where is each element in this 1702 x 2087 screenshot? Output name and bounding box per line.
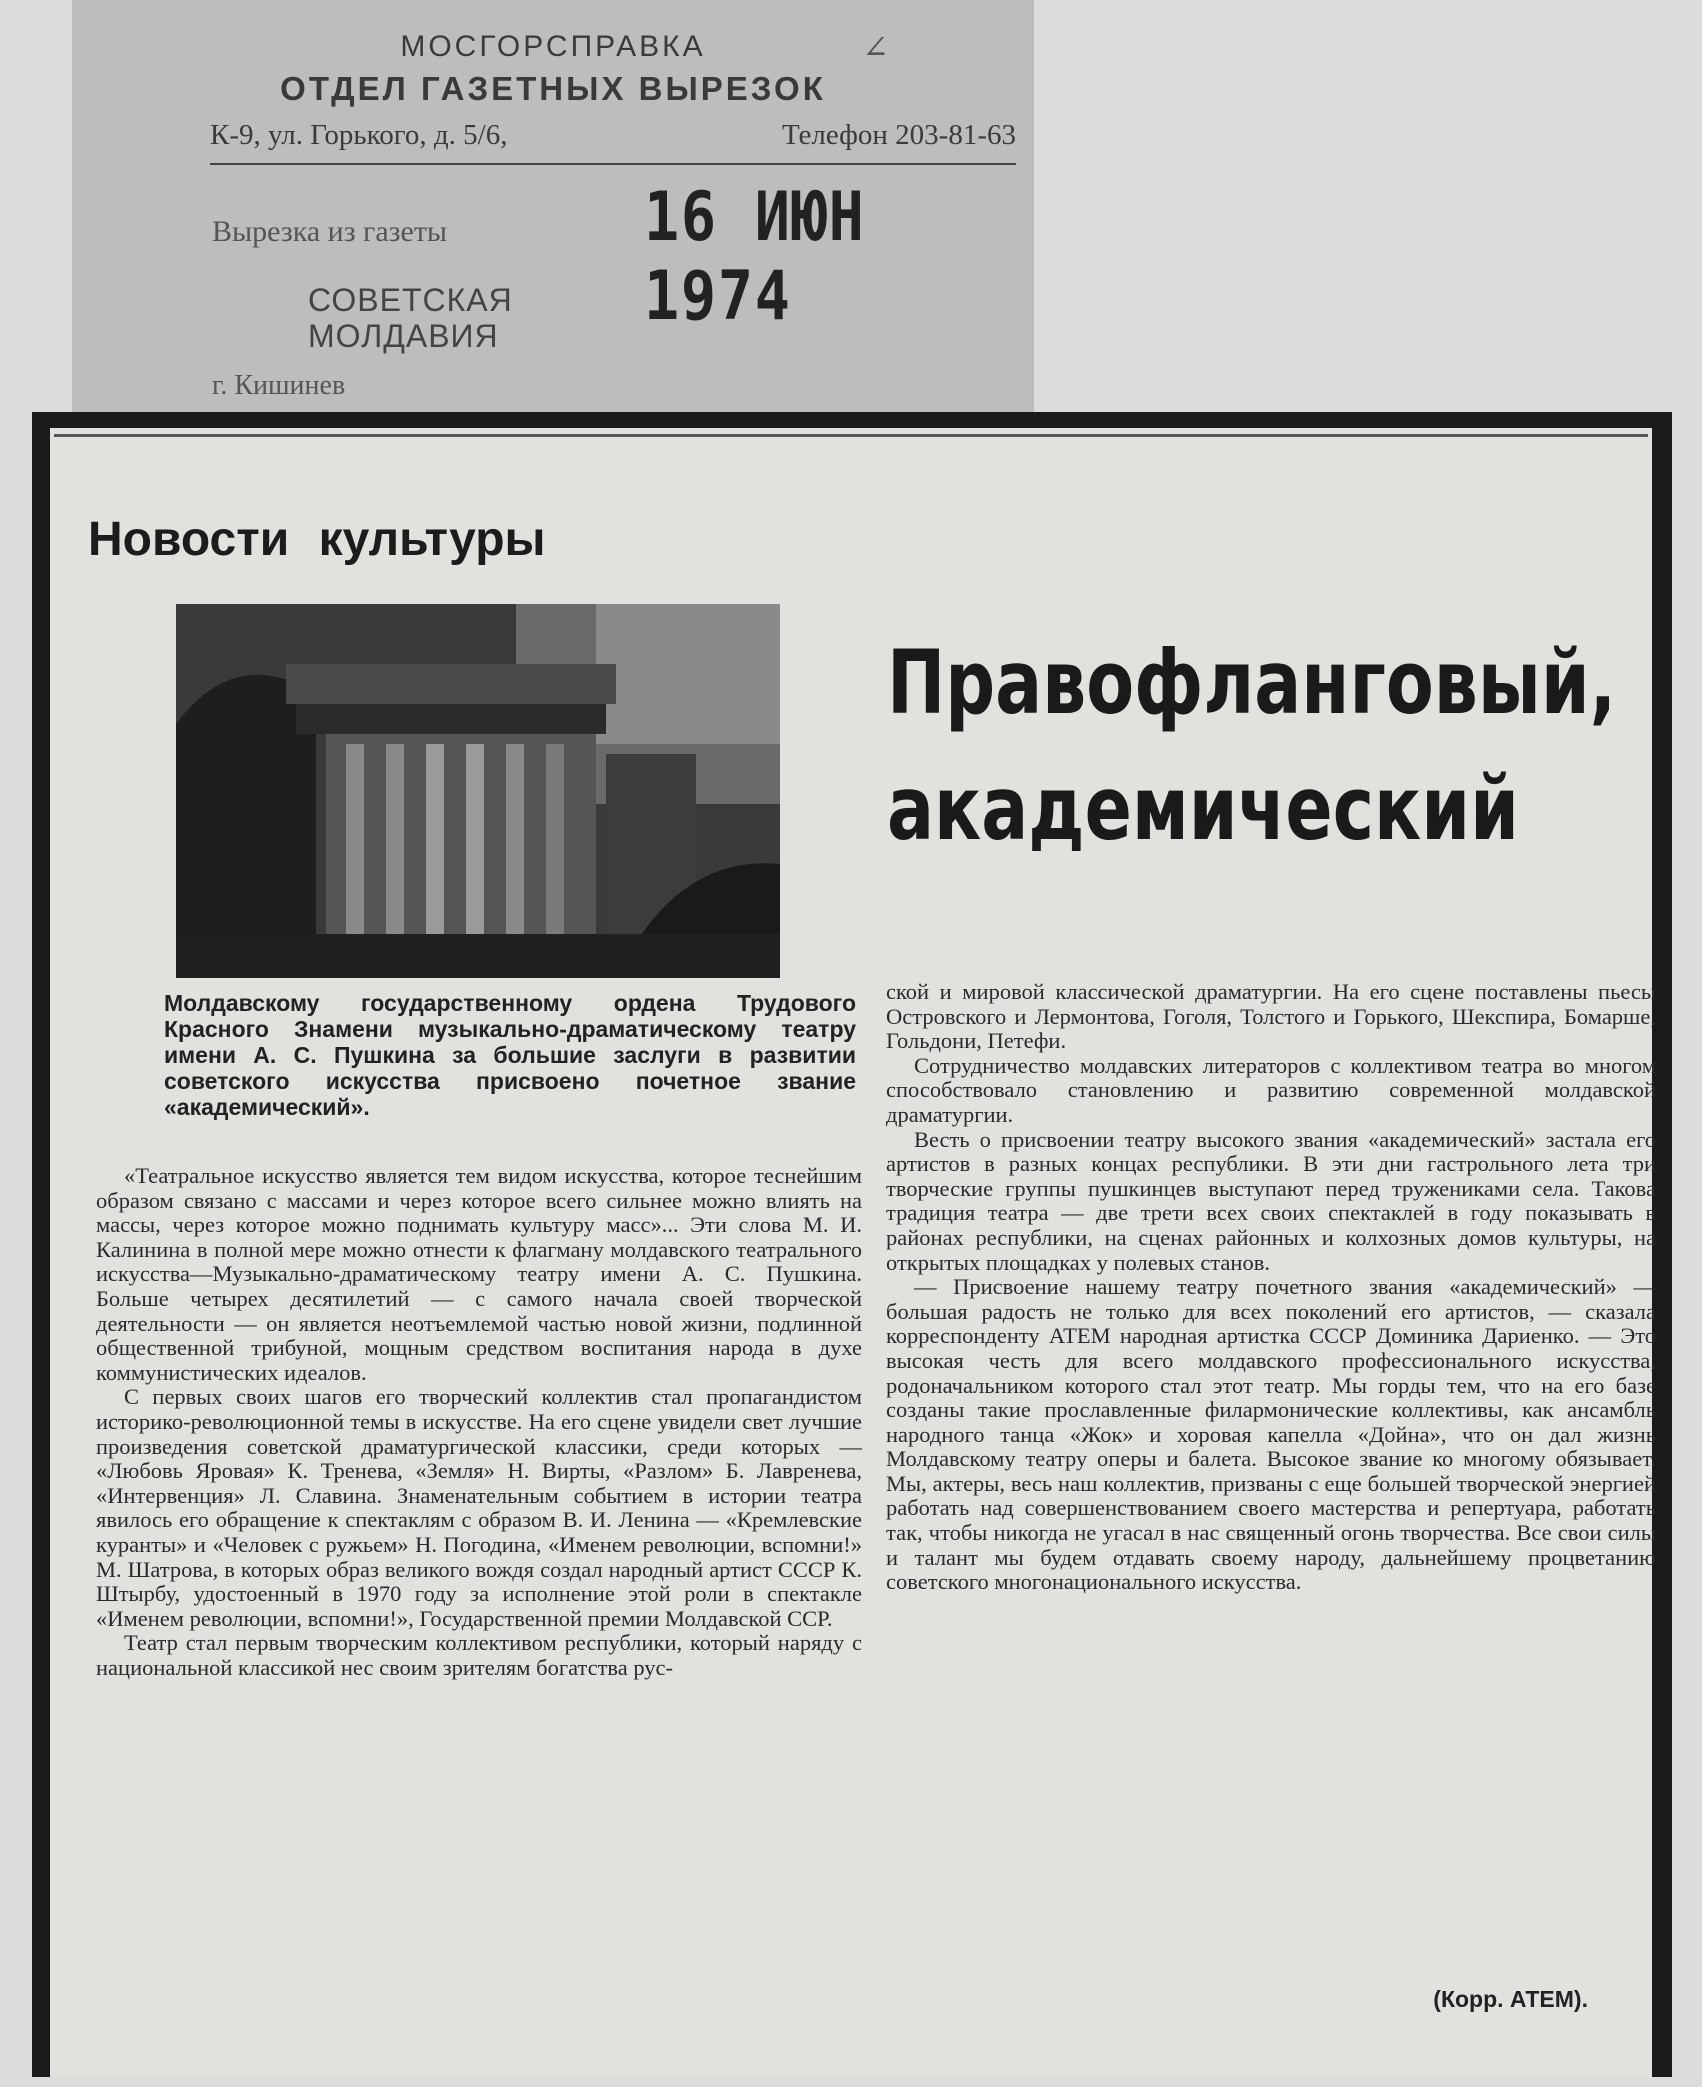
article-headline [887, 620, 1617, 872]
headline-line2: академический [887, 757, 1519, 860]
theatre-building-image [176, 604, 780, 978]
section-rubric: Новости культуры [88, 513, 546, 566]
address-line [210, 115, 1016, 165]
department-name: ОТДЕЛ ГАЗЕТНЫХ ВЫРЕЗОК [280, 70, 826, 107]
article-column-right [886, 980, 1656, 1595]
clipping-label: Вырезка из газеты [212, 215, 448, 248]
article-byline: (Корр. АТЕМ). [1433, 1986, 1588, 2012]
newspaper-clipping [32, 412, 1672, 2077]
clipping-service-stub [72, 0, 1034, 412]
date-stamp: 16 ИЮН 1974 [644, 178, 866, 336]
paragraph: «Театральное искусство является тем видом искусства, которое теснейшим образом связано с массами и через которое всего сильнее можно влиять на массы, через которое можно поднимать культуру масс»... Эти слова М. И. Калинина в полной мере можно отнести к флагману молдавского театрального искусства—Музыкально-драматическому театру имени А. С. Пушкина. Больше четырех десятилетий — с самого начала своей творческой деятельности — он является неотъемлемой частью новой жизни, подлинной общественной трибуной, мощным средством воспитания народа в духе коммунистических идеалов. [96, 1163, 862, 1385]
headline-line1: Правофланговый, [887, 631, 1617, 734]
paragraph: С первых своих шагов его творческий коллектив стал пропагандистом историко-революционной темы в искусстве. На его сцене увидели свет лучшие произведения советской драматургической классики, среди которых — «Любовь Яровая» К. Тренева, «Земля» Н. Вирты, «Разлом» Б. Лавренева, «Интервенция» Л. Славина. Знаменательным событием в истории театра явилось его обращение к спектаклям с образом В. И. Ленина — «Кремлевские куранты» и «Человек с ружьем» Н. Погодина, «Именем революции, вспомни!» М. Шатрова, в которых образ великого вождя создал народный артист СССР К. Штырбу, удостоенный в 1970 году за исполнение этой роли в спектакле «Именем революции, вспомни!», Государственной премии Молдавской ССР. [96, 1384, 862, 1631]
paragraph: — Присвоение нашему театру почетного звания «академический» — большая радость не только для всех поколений его артистов, — сказала корреспонденту АТЕМ народная артистка СССР Доминика Дариенко. — Это высокая честь для всего молдавского профессионального искусства, родоначальником которого стал этот театр. Мы горды тем, что на его базе созданы такие прославленные филармонические коллективы, как ансамбль народного танца «Жок» и хоровая капелла «Дойна», что он дал жизнь Молдавскому театру оперы и балета. Высокое звание ко многому обязывает. Мы, актеры, весь наш коллектив, призваны с еще большей творческой энергией работать над совершенствованием своего мастерства и репертуара, работать так, чтобы никогда не угасал в нас священный огонь творчества. Все свои силы и талант мы будем отдавать своему народу, дальнейшему процветанию советского многонационального искусства. [886, 1274, 1656, 1595]
paragraph: ской и мировой классической драматургии. На его сцене поставлены пьесы Островского и Лермонтова, Гоголя, Толстого и Горького, Шекспира, Бомарше, Гольдони, Петефи. [886, 979, 1656, 1054]
newspaper-name-line1: СОВЕТСКАЯ [308, 282, 513, 318]
newspaper-city: г. Кишинев [212, 370, 346, 401]
newspaper-name [308, 282, 513, 354]
agency-name: МОСГОРСПРАВКА [400, 30, 706, 63]
article-lead: Молдавскому государственному ордена Трудового Красного Знамени музыкально-драматическому театру имени А. С. Пушкина за большие заслуги в развитии советского искусства присвоено почетное звание «академический». [164, 990, 856, 1120]
paragraph: Театр стал первым творческим коллективом республики, который наряду с национальной классикой нес своим зрителям богатства рус- [96, 1630, 862, 1680]
theatre-photo [176, 604, 780, 978]
agency-address: К-9, ул. Горького, д. 5/6, [210, 119, 508, 151]
newspaper-name-line2: МОЛДАВИЯ [308, 318, 499, 354]
paragraph: Весть о присвоении театру высокого звания «академический» застала его артистов в разных концах республики. В эти дни гастрольного лета три творческие группы пушкинцев выступают перед тружениками села. Такова традиция театра — две трети всех своих спектаклей в году показывать в районах республики, на сценах районных и колхозных домов культуры, на открытых площадках у полевых станов. [886, 1126, 1656, 1275]
article-column-left [96, 1164, 862, 1680]
paragraph: Сотрудничество молдавских литераторов с коллективом театра во многом способствовало становлению и развитию современной молдавской драматургии. [886, 1052, 1656, 1127]
corner-mark-icon: ∠ [862, 29, 889, 65]
agency-phone: Телефон 203-81-63 [781, 119, 1016, 151]
